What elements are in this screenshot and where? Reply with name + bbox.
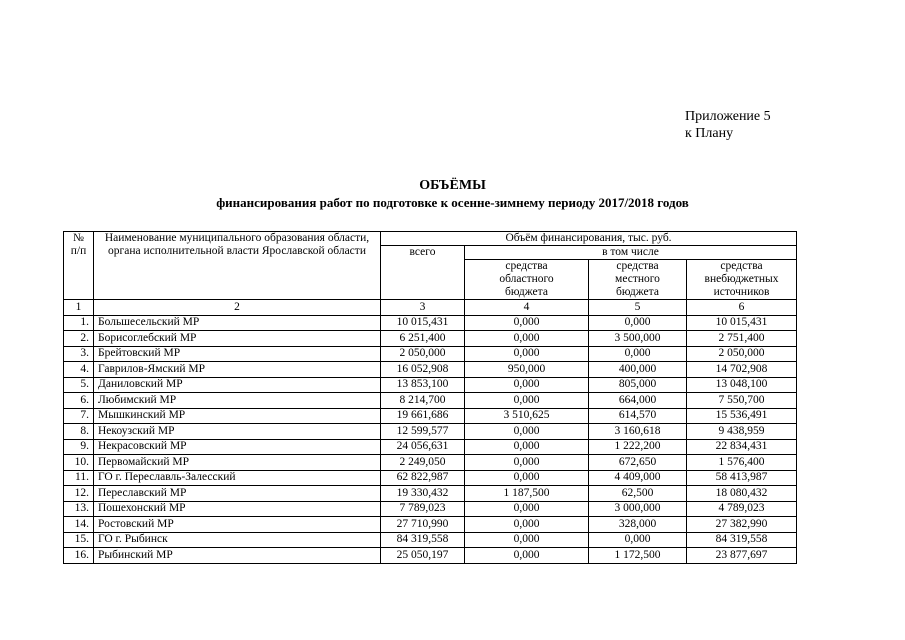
header-name: Наименование муниципального образования области, органа исполнительной власти Ярославской области	[94, 232, 381, 300]
col-number-2: 2	[94, 300, 381, 316]
row-municipality: Гаврилов-Ямский МР	[94, 362, 381, 378]
row-extra: 27 382,990	[687, 517, 797, 533]
table-row	[64, 501, 797, 517]
column-numbers-row	[64, 300, 797, 316]
row-number: 3.	[64, 346, 94, 362]
row-total: 24 056,631	[381, 439, 465, 455]
row-regional: 950,000	[465, 362, 589, 378]
header-extra: средства внебюджетных источников	[687, 260, 797, 300]
row-regional: 0,000	[465, 548, 589, 564]
row-number: 8.	[64, 424, 94, 440]
row-number: 13.	[64, 501, 94, 517]
header-row-1	[64, 232, 797, 246]
row-municipality: ГО г. Рыбинск	[94, 532, 381, 548]
row-total: 84 319,558	[381, 532, 465, 548]
row-regional: 1 187,500	[465, 486, 589, 502]
row-total: 8 214,700	[381, 393, 465, 409]
row-local: 3 000,000	[589, 501, 687, 517]
table-row	[64, 362, 797, 378]
row-number: 14.	[64, 517, 94, 533]
row-total: 25 050,197	[381, 548, 465, 564]
row-municipality: Мышкинский МР	[94, 408, 381, 424]
row-local: 0,000	[589, 315, 687, 331]
row-municipality: Первомайский МР	[94, 455, 381, 471]
row-number: 1.	[64, 315, 94, 331]
header-regional: средства областного бюджета	[465, 260, 589, 300]
row-local: 805,000	[589, 377, 687, 393]
header-including: в том числе	[465, 246, 797, 260]
row-regional: 0,000	[465, 331, 589, 347]
row-total: 13 853,100	[381, 377, 465, 393]
row-regional: 0,000	[465, 393, 589, 409]
row-municipality: Даниловский МР	[94, 377, 381, 393]
row-municipality: Большесельский МР	[94, 315, 381, 331]
appendix-note	[685, 108, 771, 142]
row-regional: 0,000	[465, 517, 589, 533]
row-municipality: Некоузский МР	[94, 424, 381, 440]
row-extra: 4 789,023	[687, 501, 797, 517]
row-regional: 0,000	[465, 501, 589, 517]
table-row	[64, 486, 797, 502]
row-municipality: Некрасовский МР	[94, 439, 381, 455]
row-total: 12 599,577	[381, 424, 465, 440]
row-regional: 0,000	[465, 439, 589, 455]
row-extra: 14 702,908	[687, 362, 797, 378]
table-row	[64, 315, 797, 331]
row-number: 9.	[64, 439, 94, 455]
row-total: 10 015,431	[381, 315, 465, 331]
row-total: 27 710,990	[381, 517, 465, 533]
row-extra: 15 536,491	[687, 408, 797, 424]
row-local: 3 160,618	[589, 424, 687, 440]
table-row	[64, 331, 797, 347]
row-total: 2 249,050	[381, 455, 465, 471]
row-municipality: ГО г. Переславль-Залесский	[94, 470, 381, 486]
row-local: 1 222,200	[589, 439, 687, 455]
row-regional: 3 510,625	[465, 408, 589, 424]
row-local: 672,650	[589, 455, 687, 471]
row-extra: 2 751,400	[687, 331, 797, 347]
row-extra: 18 080,432	[687, 486, 797, 502]
row-municipality: Переславский МР	[94, 486, 381, 502]
row-municipality: Любимский МР	[94, 393, 381, 409]
row-number: 16.	[64, 548, 94, 564]
appendix-line-2: к Плану	[685, 126, 734, 141]
row-number: 6.	[64, 393, 94, 409]
col-number-6: 6	[687, 300, 797, 316]
table-row	[64, 408, 797, 424]
row-regional: 0,000	[465, 346, 589, 362]
row-local: 614,570	[589, 408, 687, 424]
row-municipality: Пошехонский МР	[94, 501, 381, 517]
row-municipality: Рыбинский МР	[94, 548, 381, 564]
row-extra: 9 438,959	[687, 424, 797, 440]
row-number: 10.	[64, 455, 94, 471]
row-total: 16 052,908	[381, 362, 465, 378]
row-extra: 13 048,100	[687, 377, 797, 393]
table-row	[64, 393, 797, 409]
row-local: 3 500,000	[589, 331, 687, 347]
row-local: 1 172,500	[589, 548, 687, 564]
row-regional: 0,000	[465, 470, 589, 486]
col-number-3: 3	[381, 300, 465, 316]
row-total: 7 789,023	[381, 501, 465, 517]
row-municipality: Брейтовский МР	[94, 346, 381, 362]
header-local: средства местного бюджета	[589, 260, 687, 300]
row-local: 62,500	[589, 486, 687, 502]
table-row	[64, 377, 797, 393]
row-local: 0,000	[589, 532, 687, 548]
financing-table	[63, 231, 797, 564]
row-number: 7.	[64, 408, 94, 424]
row-extra: 2 050,000	[687, 346, 797, 362]
col-number-4: 4	[465, 300, 589, 316]
appendix-line-1: Приложение 5	[685, 109, 771, 124]
row-number: 2.	[64, 331, 94, 347]
row-extra: 58 413,987	[687, 470, 797, 486]
row-local: 4 409,000	[589, 470, 687, 486]
table-row	[64, 470, 797, 486]
col-number-5: 5	[589, 300, 687, 316]
row-total: 19 661,686	[381, 408, 465, 424]
row-extra: 23 877,697	[687, 548, 797, 564]
row-number: 15.	[64, 532, 94, 548]
row-total: 62 822,987	[381, 470, 465, 486]
row-extra: 10 015,431	[687, 315, 797, 331]
row-local: 664,000	[589, 393, 687, 409]
table-row	[64, 455, 797, 471]
table-row	[64, 439, 797, 455]
header-total: всего	[381, 246, 465, 300]
row-number: 4.	[64, 362, 94, 378]
row-regional: 0,000	[465, 424, 589, 440]
table-row	[64, 346, 797, 362]
row-number: 11.	[64, 470, 94, 486]
row-total: 2 050,000	[381, 346, 465, 362]
row-total: 19 330,432	[381, 486, 465, 502]
row-extra: 84 319,558	[687, 532, 797, 548]
col-number-1: 1	[64, 300, 94, 316]
header-num: № п/п	[64, 232, 94, 300]
row-regional: 0,000	[465, 315, 589, 331]
row-regional: 0,000	[465, 532, 589, 548]
document-title: ОБЪЁМЫ	[419, 178, 486, 193]
table-row	[64, 548, 797, 564]
row-municipality: Борисоглебский МР	[94, 331, 381, 347]
row-local: 400,000	[589, 362, 687, 378]
row-extra: 7 550,700	[687, 393, 797, 409]
header-volume: Объём финансирования, тыс. руб.	[381, 232, 797, 246]
table-row	[64, 517, 797, 533]
row-regional: 0,000	[465, 455, 589, 471]
row-number: 5.	[64, 377, 94, 393]
row-regional: 0,000	[465, 377, 589, 393]
row-extra: 1 576,400	[687, 455, 797, 471]
table-row	[64, 424, 797, 440]
document-subtitle: финансирования работ по подготовке к осенне-зимнему периоду 2017/2018 годов	[216, 195, 689, 210]
row-extra: 22 834,431	[687, 439, 797, 455]
row-total: 6 251,400	[381, 331, 465, 347]
row-municipality: Ростовский МР	[94, 517, 381, 533]
row-local: 0,000	[589, 346, 687, 362]
row-number: 12.	[64, 486, 94, 502]
table-row	[64, 532, 797, 548]
row-local: 328,000	[589, 517, 687, 533]
